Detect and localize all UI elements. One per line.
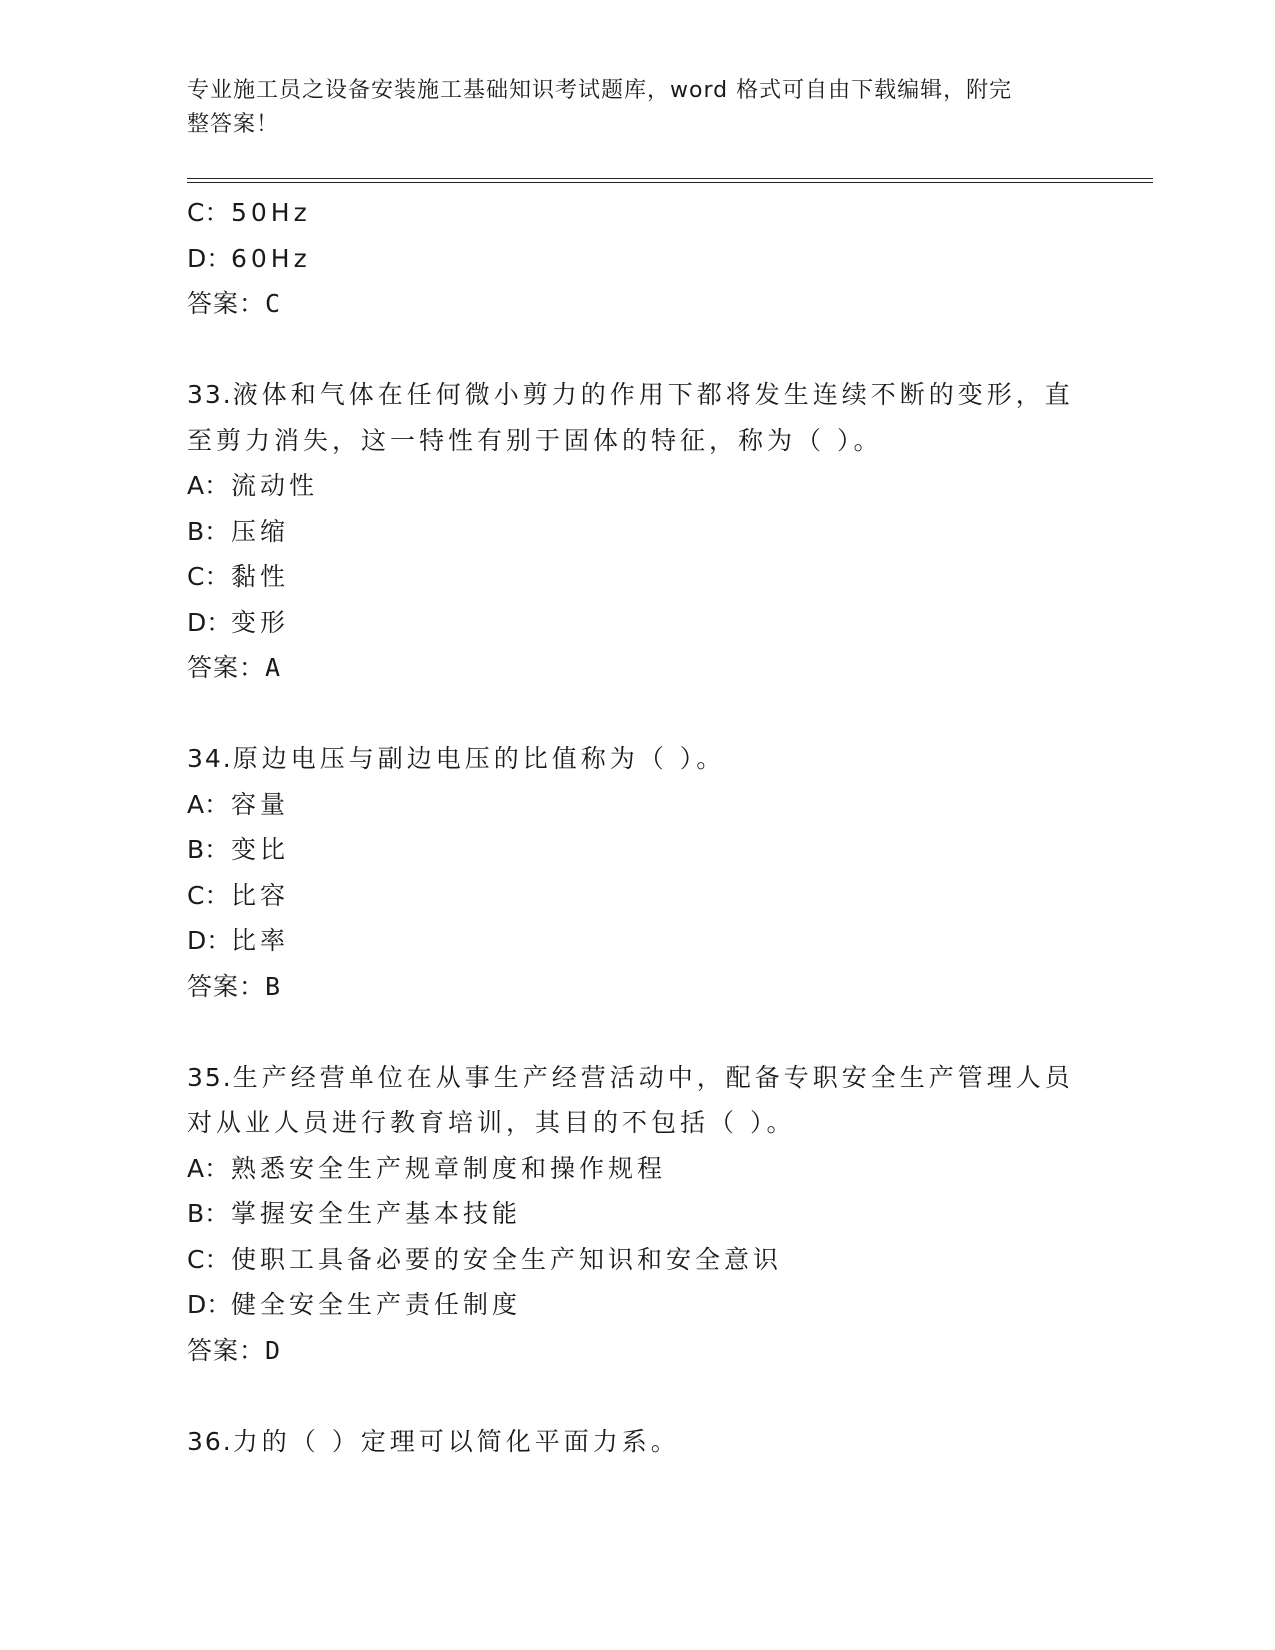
answer-line: 答案：D (187, 1335, 282, 1365)
question-number: 35. (187, 1062, 233, 1092)
option-d: D：变形 (187, 607, 290, 637)
question-stem-continued: 至剪力消失，这一特性有别于固体的特征，称为（ ）。 (187, 425, 883, 455)
question-stem: 33.液体和气体在任何微小剪力的作用下都将发生连续不断的变形，直 (187, 380, 1074, 409)
option-c: C：使职工具备必要的安全生产知识和安全意识 (187, 1244, 783, 1274)
option-c: C：黏性 (187, 562, 290, 591)
question-stem-continued: 对从业人员进行教育培训，其目的不包括（ ）。 (187, 1108, 796, 1137)
spacer (187, 1373, 1087, 1419)
question-number: 34. (187, 744, 233, 773)
answer-line: 答案：B (187, 971, 282, 1001)
answer-value: A (265, 653, 282, 682)
option-a: A：熟悉安全生产规章制度和操作规程 (187, 1153, 667, 1183)
question-stem: 34.原边电压与副边电压的比值称为（ ）。 (187, 744, 726, 773)
answer-line: 答案：C (187, 289, 282, 318)
option-b: B：压缩 (187, 516, 290, 546)
spacer (187, 691, 1087, 737)
spacer (187, 1009, 1087, 1055)
answer-value: B (265, 971, 282, 1001)
option-a: A：容量 (187, 789, 290, 819)
answer-value: D (265, 1335, 282, 1365)
page-header (187, 74, 1067, 142)
question-number: 33. (187, 380, 233, 409)
option-d: D：健全安全生产责任制度 (187, 1290, 522, 1319)
question-stem: 36.力的（ ）定理可以简化平面力系。 (187, 1426, 680, 1456)
option-a: A：流动性 (187, 471, 319, 500)
question-stem: 35.生产经营单位在从事生产经营活动中，配备专职安全生产管理人员 (187, 1062, 1074, 1092)
header-divider (187, 178, 1153, 183)
spacer (187, 327, 1087, 373)
header-title-line-2: 整答案！ (187, 112, 280, 137)
question-number: 36. (187, 1426, 233, 1456)
header-title-line-1: 专业施工员之设备安装施工基础知识考试题库，word 格式可自由下载编辑，附完 (187, 78, 1013, 103)
option-c: C：50Hz (187, 198, 311, 227)
option-d: D：比率 (187, 926, 290, 955)
answer-line: 答案：A (187, 653, 282, 682)
answer-value: C (265, 289, 282, 318)
option-b: B：掌握安全生产基本技能 (187, 1199, 522, 1228)
question-list (187, 190, 1087, 1464)
option-b: B：变比 (187, 835, 290, 864)
option-d: D：60Hz (187, 243, 311, 273)
option-c: C：比容 (187, 880, 290, 910)
